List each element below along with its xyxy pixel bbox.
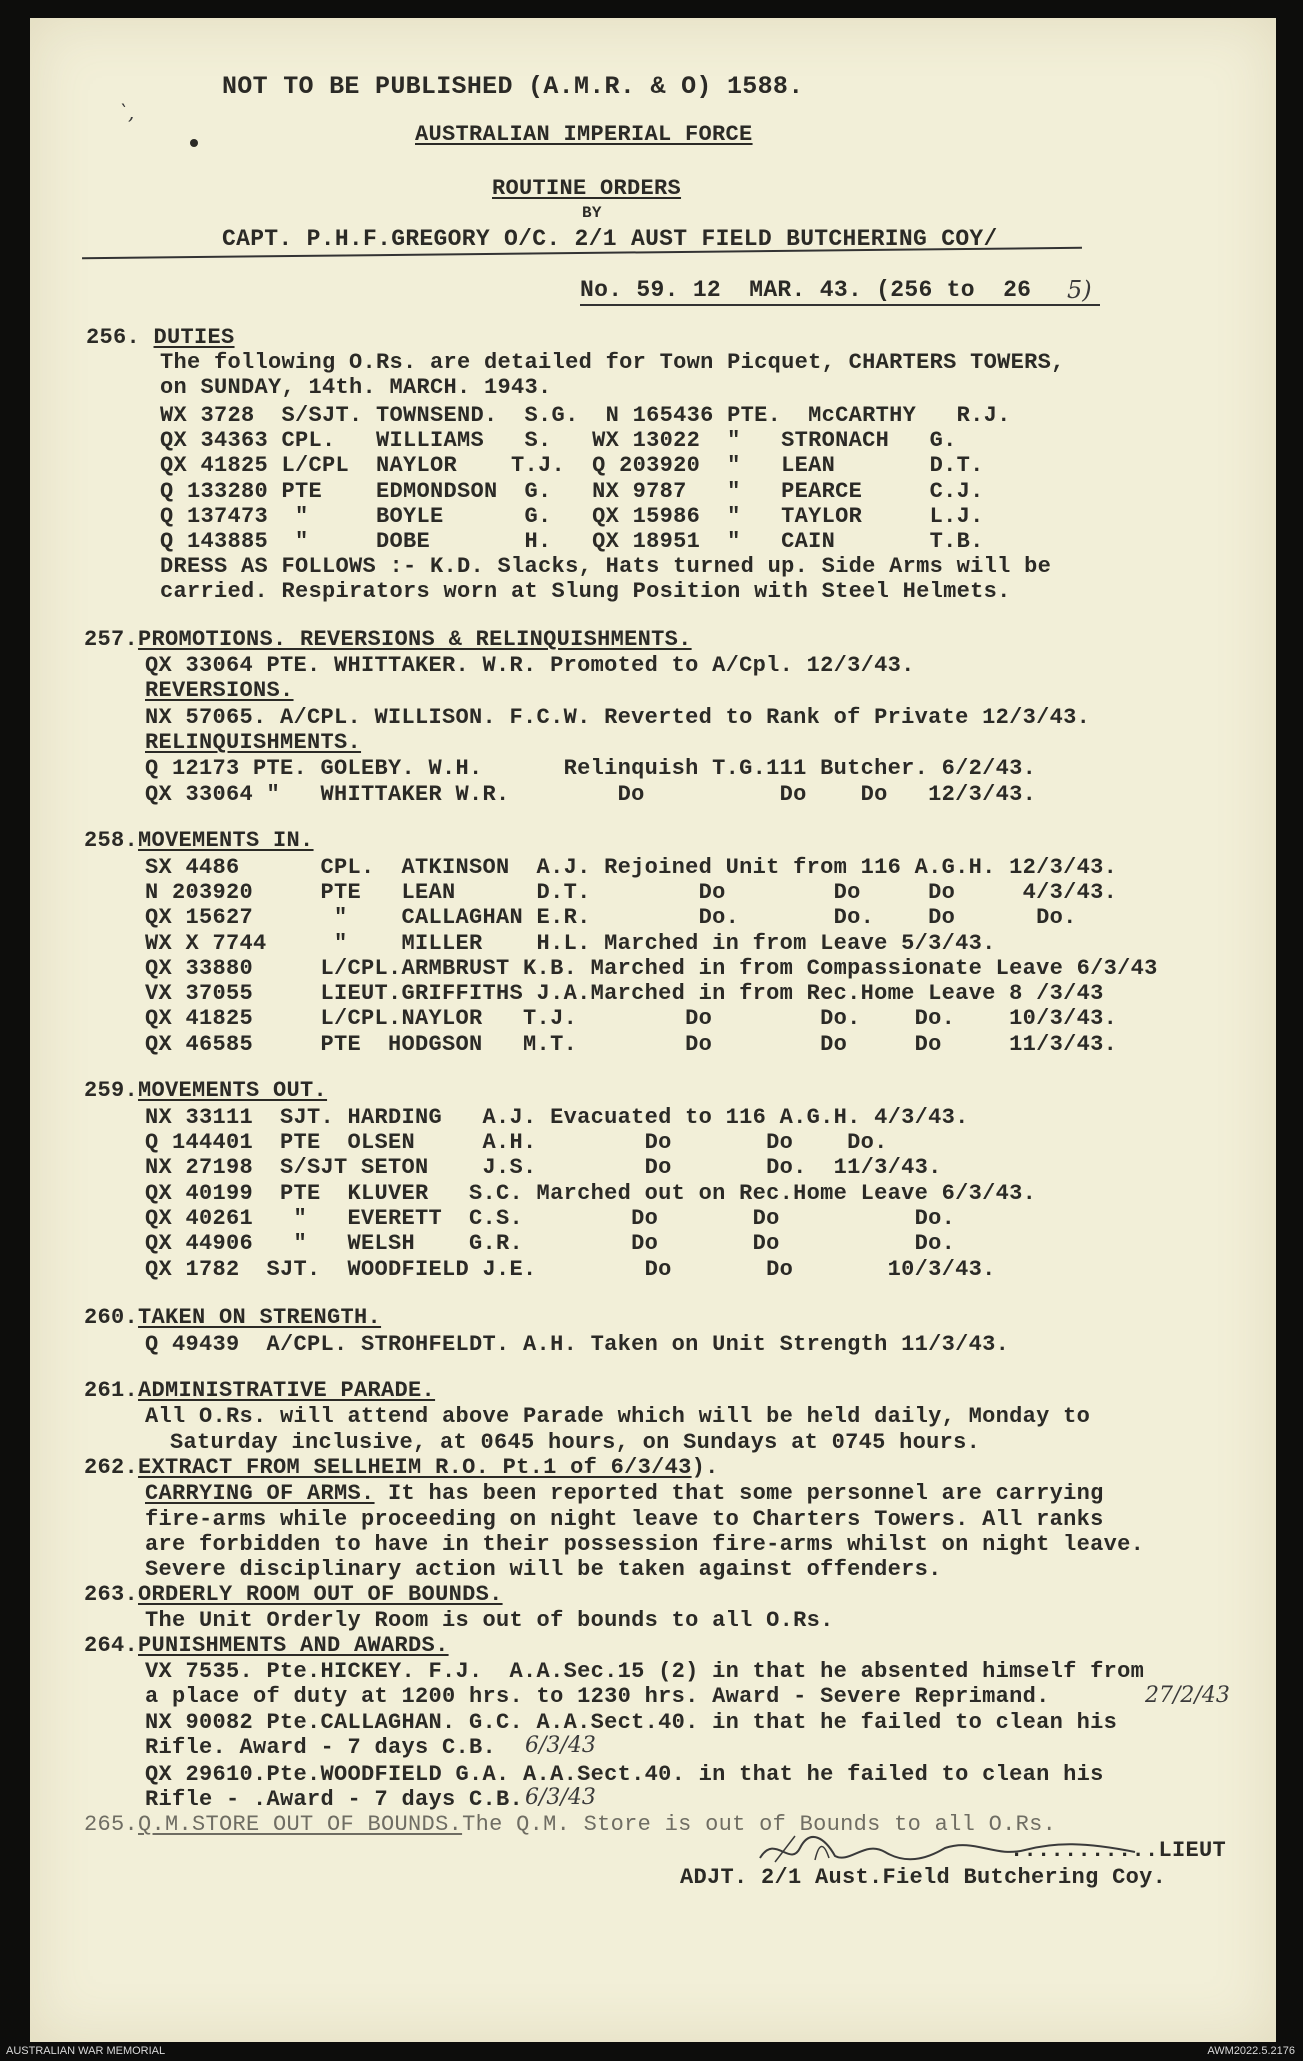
movement-in-row: VX 37055 LIEUT.GRIFFITHS J.A.Marched in from Rec.Home Leave 8 /3/43 <box>145 981 1104 1006</box>
duty-row: QX 41825 L/CPL NAYLOR T.J. Q 203920 " LEAN D.T. <box>160 453 984 478</box>
section-259-number: 259.MOVEMENTS OUT. <box>84 1078 328 1103</box>
punishment-line: QX 29610.Pte.WOODFIELD G.A. A.A.Sect.40. in that he failed to clean his <box>145 1762 1104 1787</box>
arms-line: fire-arms while proceeding on night leave to Charters Towers. All ranks <box>145 1507 1104 1532</box>
adjutant-line: ADJT. 2/1 Aust.Field Butchering Coy. <box>680 1865 1167 1890</box>
reversion-line: NX 57065. A/CPL. WILLISON. F.C.W. Reverted to Rank of Private 12/3/43. <box>145 705 1091 730</box>
arms-line: are forbidden to have in their possession fire-arms whilst on night leave. <box>145 1532 1145 1557</box>
duty-row: Q 133280 PTE EDMONDSON G. NX 9787 " PEARCE C.J. <box>160 479 984 504</box>
duties-intro: The following O.Rs. are detailed for Town Picquet, CHARTERS TOWERS, <box>160 350 1065 375</box>
section-256-number: 256. DUTIES <box>86 325 235 350</box>
handwritten-date: 6/3/43 <box>525 1733 596 1758</box>
movement-in-row: QX 33880 L/CPL.ARMBRUST K.B. Marched in from Compassionate Leave 6/3/43 <box>145 956 1158 981</box>
relinquish-line: Q 12173 PTE. GOLEBY. W.H. Relinquish T.G.111 Butcher. 6/2/43. <box>145 756 1037 781</box>
movement-out-row: NX 33111 SJT. HARDING A.J. Evacuated to 116 A.G.H. 4/3/43. <box>145 1105 969 1130</box>
movement-out-row: NX 27198 S/SJT SETON J.S. Do Do. 11/3/43. <box>145 1155 942 1180</box>
section-263-heading: ORDERLY ROOM OUT OF BOUNDS. <box>138 1582 503 1607</box>
order-number-rule <box>580 304 1100 306</box>
section-263-number: 263.ORDERLY ROOM OUT OF BOUNDS. <box>84 1582 503 1607</box>
section-258-heading: MOVEMENTS IN. <box>138 828 314 853</box>
section-265-line: 265.Q.M.STORE OUT OF BOUNDS.The Q.M. Store is out of Bounds to all O.Rs. <box>84 1812 1057 1837</box>
order-number: No. 59. 12 MAR. 43. (256 to 26 <box>580 277 1032 303</box>
relinquish-line: QX 33064 " WHITTAKER W.R. Do Do Do 12/3/43. <box>145 782 1037 807</box>
section-261-number: 261.ADMINISTRATIVE PARADE. <box>84 1378 436 1403</box>
signature-lieut: ...........LIEUT <box>1010 1838 1227 1863</box>
orderly-room-line: The Unit Orderly Room is out of bounds to all O.Rs. <box>145 1608 834 1633</box>
section-262-heading: EXTRACT FROM SELLHEIM R.O. Pt.1 of 6/3/43 <box>138 1455 692 1480</box>
not-published-line: NOT TO BE PUBLISHED (A.M.R. & O) 1588. <box>222 72 804 101</box>
order-number-hand: 5) <box>1067 276 1092 304</box>
section-258-number: 258.MOVEMENTS IN. <box>84 828 314 853</box>
footer-left: AUSTRALIAN WAR MEMORIAL <box>6 2045 166 2057</box>
section-259-heading: MOVEMENTS OUT. <box>138 1078 328 1103</box>
handwritten-date: 27/2/43 <box>1145 1683 1230 1708</box>
dress-line: carried. Respirators worn at Slung Position with Steel Helmets. <box>160 579 1011 604</box>
movement-in-row: QX 41825 L/CPL.NAYLOR T.J. Do Do. Do. 10/3/43. <box>145 1006 1118 1031</box>
movement-out-row: QX 44906 " WELSH G.R. Do Do Do. <box>145 1231 956 1256</box>
duties-date: on SUNDAY, 14th. MARCH. 1943. <box>160 375 552 400</box>
movement-out-row: QX 1782 SJT. WOODFIELD J.E. Do Do 10/3/43. <box>145 1257 996 1282</box>
movement-in-row: N 203920 PTE LEAN D.T. Do Do Do 4/3/43. <box>145 880 1118 905</box>
by-label: BY <box>582 204 602 222</box>
section-262-number: 262.EXTRACT FROM SELLHEIM R.O. Pt.1 of 6/3/43). <box>84 1455 719 1480</box>
dress-line: DRESS AS FOLLOWS :- K.D. Slacks, Hats turned up. Side Arms will be <box>160 554 1052 579</box>
handwritten-date: 6/3/43 <box>525 1785 596 1810</box>
duty-row: QX 34363 CPL. WILLIAMS S. WX 13022 " STRONACH G. <box>160 428 957 453</box>
duty-row: Q 143885 " DOBE H. QX 18951 " CAIN T.B. <box>160 529 984 554</box>
movement-out-row: Q 144401 PTE OLSEN A.H. Do Do Do. <box>145 1130 888 1155</box>
section-261-heading: ADMINISTRATIVE PARADE. <box>138 1378 436 1403</box>
force-title: AUSTRALIAN IMPERIAL FORCE <box>415 122 753 147</box>
punishment-line: Rifle - .Award - 7 days C.B. <box>145 1787 524 1812</box>
section-264-number: 264.PUNISHMENTS AND AWARDS. <box>84 1633 449 1658</box>
section-264-heading: PUNISHMENTS AND AWARDS. <box>138 1633 449 1658</box>
punishment-line: Rifle. Award - 7 days C.B. <box>145 1735 497 1760</box>
parade-line: Saturday inclusive, at 0645 hours, on Sundays at 0745 hours. <box>170 1430 981 1455</box>
arms-line: Severe disciplinary action will be taken against offenders. <box>145 1557 942 1582</box>
section-260-number: 260.TAKEN ON STRENGTH. <box>84 1305 382 1330</box>
carrying-arms-heading: CARRYING OF ARMS. <box>145 1481 375 1506</box>
punishment-line: NX 90082 Pte.CALLAGHAN. G.C. A.A.Sect.40. in that he failed to clean his <box>145 1710 1118 1735</box>
promotion-line: QX 33064 PTE. WHITTAKER. W.R. Promoted to A/Cpl. 12/3/43. <box>145 653 915 678</box>
duty-row: WX 3728 S/SJT. TOWNSEND. S.G. N 165436 PTE. McCARTHY R.J. <box>160 403 1011 428</box>
movement-in-row: QX 46585 PTE HODGSON M.T. Do Do Do 11/3/43. <box>145 1032 1118 1057</box>
section-265-heading: Q.M.STORE OUT OF BOUNDS. <box>138 1812 463 1837</box>
movement-out-row: QX 40199 PTE KLUVER S.C. Marched out on Rec.Home Leave 6/3/43. <box>145 1181 1037 1206</box>
section-256-heading: DUTIES <box>153 325 235 350</box>
commander-line: CAPT. P.H.F.GREGORY O/C. 2/1 AUST FIELD BUTCHERING COY/ <box>222 226 998 252</box>
movement-in-row: WX X 7744 " MILLER H.L. Marched in from Leave 5/3/43. <box>145 931 996 956</box>
punishment-line: a place of duty at 1200 hrs. to 1230 hrs. Award - Severe Reprimand. <box>145 1684 1050 1709</box>
duty-row: Q 137473 " BOYLE G. QX 15986 " TAYLOR L.J. <box>160 504 984 529</box>
movement-out-row: QX 40261 " EVERETT C.S. Do Do Do. <box>145 1206 956 1231</box>
parade-line: All O.Rs. will attend above Parade which will be held daily, Monday to <box>145 1404 1091 1429</box>
section-260-heading: TAKEN ON STRENGTH. <box>138 1305 382 1330</box>
section-257-number: 257.PROMOTIONS. REVERSIONS & RELINQUISHMENTS. <box>84 627 692 652</box>
punishment-line: VX 7535. Pte.HICKEY. F.J. A.A.Sec.15 (2) in that he absented himself from <box>145 1659 1145 1684</box>
arms-line: CARRYING OF ARMS. It has been reported that some personnel are carrying <box>145 1481 1104 1506</box>
footer-band <box>0 2043 1303 2061</box>
ink-tick: `, <box>118 100 135 124</box>
section-257-heading: PROMOTIONS. REVERSIONS & RELINQUISHMENTS. <box>138 627 692 652</box>
reversions-heading: REVERSIONS. <box>145 678 294 703</box>
strength-line: Q 49439 A/CPL. STROHFELDT. A.H. Taken on Unit Strength 11/3/43. <box>145 1332 1010 1357</box>
footer-right: AWM2022.5.2176 <box>1207 2045 1295 2057</box>
relinquishments-heading: RELINQUISHMENTS. <box>145 730 362 755</box>
movement-in-row: SX 4486 CPL. ATKINSON A.J. Rejoined Unit from 116 A.G.H. 12/3/43. <box>145 855 1118 880</box>
ink-mark <box>190 139 198 147</box>
routine-orders-title: ROUTINE ORDERS <box>492 176 682 201</box>
movement-in-row: QX 15627 " CALLAGHAN E.R. Do. Do. Do Do. <box>145 905 1077 930</box>
